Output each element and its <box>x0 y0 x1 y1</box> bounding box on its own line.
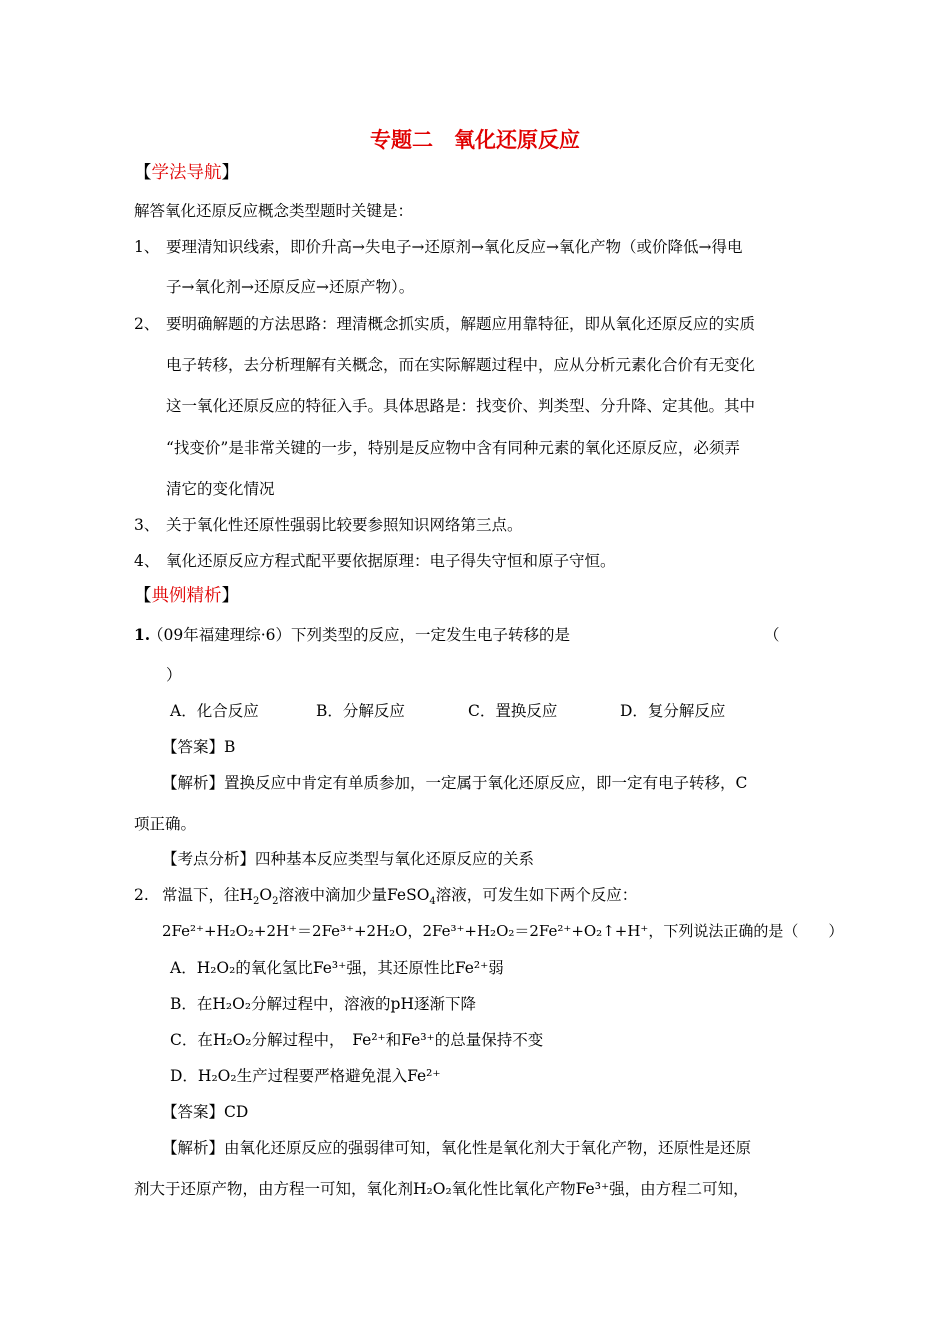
analysis-line: 【解析】由氧化还原反应的强弱律可知，氧化性是氧化剂大于氧化产物，还原性是还原 <box>162 1139 752 1157</box>
bracket-right: 】 <box>221 586 239 606</box>
answer-paren-open: （ <box>764 626 780 644</box>
point-number: 2、 <box>134 315 160 333</box>
option-c: C．置换反应 <box>468 702 558 720</box>
equation-line: 2Fe²⁺+H₂O₂+2H⁺＝2Fe³⁺+2H₂O，2Fe³⁺+H₂O₂＝2Fe²⁺+O₂↑+H⁺，下列说法正确的是（ ） <box>162 922 844 940</box>
answer-line: 【答案】CD <box>162 1103 249 1121</box>
point-line: 这一氧化还原反应的特征入手。具体思路是：找变价、判类型、分升降、定其他。其中 <box>166 397 756 415</box>
page-title: 专题二 氧化还原反应 <box>370 128 580 152</box>
option-a: A．化合反应 <box>170 702 259 720</box>
analysis-line: 【解析】置换反应中肯定有单质参加，一定属于氧化还原反应，即一定有电子转移，C <box>162 774 748 792</box>
option-d: D．H₂O₂生产过程要严格避免混入Fe²⁺ <box>170 1067 441 1085</box>
point-line: 电子转移，去分析理解有关概念，而在实际解题过程中，应从分析元素化合价有无变化 <box>166 356 756 374</box>
point-line: 氧化还原反应方程式配平要依据原理：电子得失守恒和原子守恒。 <box>166 552 616 570</box>
point-number: 1、 <box>134 238 160 256</box>
question-stem: 常温下，往$H_2O_2$溶液中滴加少量FeSO$_4$溶液，可发生如下两个反应： <box>162 886 638 908</box>
section-heading-study-guide <box>134 161 239 185</box>
kaodian-line: 【考点分析】四种基本反应类型与氧化还原反应的关系 <box>162 850 535 868</box>
option-a: A．H₂O₂的氧化氢比Fe³⁺强，其还原性比Fe²⁺弱 <box>170 959 504 977</box>
option-c: C．在H₂O₂分解过程中， Fe²⁺和Fe³⁺的总量保持不变 <box>170 1031 544 1049</box>
point-line: “找变价”是非常关键的一步，特别是反应物中含有同种元素的氧化还原反应，必须弄 <box>166 439 740 457</box>
intro-text: 解答氧化还原反应概念类型题时关键是： <box>134 202 414 220</box>
point-line: 子→氧化剂→还原反应→还原产物）。 <box>166 278 415 296</box>
point-line: 关于氧化性还原性强弱比较要参照知识网络第三点。 <box>166 516 523 534</box>
option-b: B．在H₂O₂分解过程中，溶液的pH逐渐下降 <box>170 995 476 1013</box>
point-line: 要理清知识线索，即价升高→失电子→还原剂→氧化反应→氧化产物（或价降低→得电 <box>166 238 743 256</box>
answer-line: 【答案】B <box>162 738 236 756</box>
point-number: 4、 <box>134 552 160 570</box>
section-label: 学法导航 <box>151 163 222 183</box>
answer-paren-close: ） <box>166 666 182 684</box>
point-line: 要明确解题的方法思路：理清概念抓实质，解题应用靠特征，即从氧化还原反应的实质 <box>166 315 756 333</box>
option-b: B．分解反应 <box>316 702 405 720</box>
section-label: 典例精析 <box>151 586 222 606</box>
question-number: 1. <box>134 625 151 644</box>
point-line: 清它的变化情况 <box>166 480 275 498</box>
question-stem: （09年福建理综·6）下列类型的反应，一定发生电子转移的是 <box>148 626 571 644</box>
analysis-line: 剂大于还原产物，由方程一可知，氧化剂H₂O₂氧化性比氧化产物Fe³⁺强，由方程二可知， <box>134 1180 749 1198</box>
bracket-left: 【 <box>134 586 152 606</box>
bracket-right: 】 <box>221 163 239 183</box>
point-number: 3、 <box>134 516 160 534</box>
question-number: 2. <box>134 886 149 904</box>
bracket-left: 【 <box>134 163 152 183</box>
section-heading-examples <box>134 584 239 608</box>
analysis-line: 项正确。 <box>134 815 197 833</box>
option-d: D．复分解反应 <box>620 702 726 720</box>
